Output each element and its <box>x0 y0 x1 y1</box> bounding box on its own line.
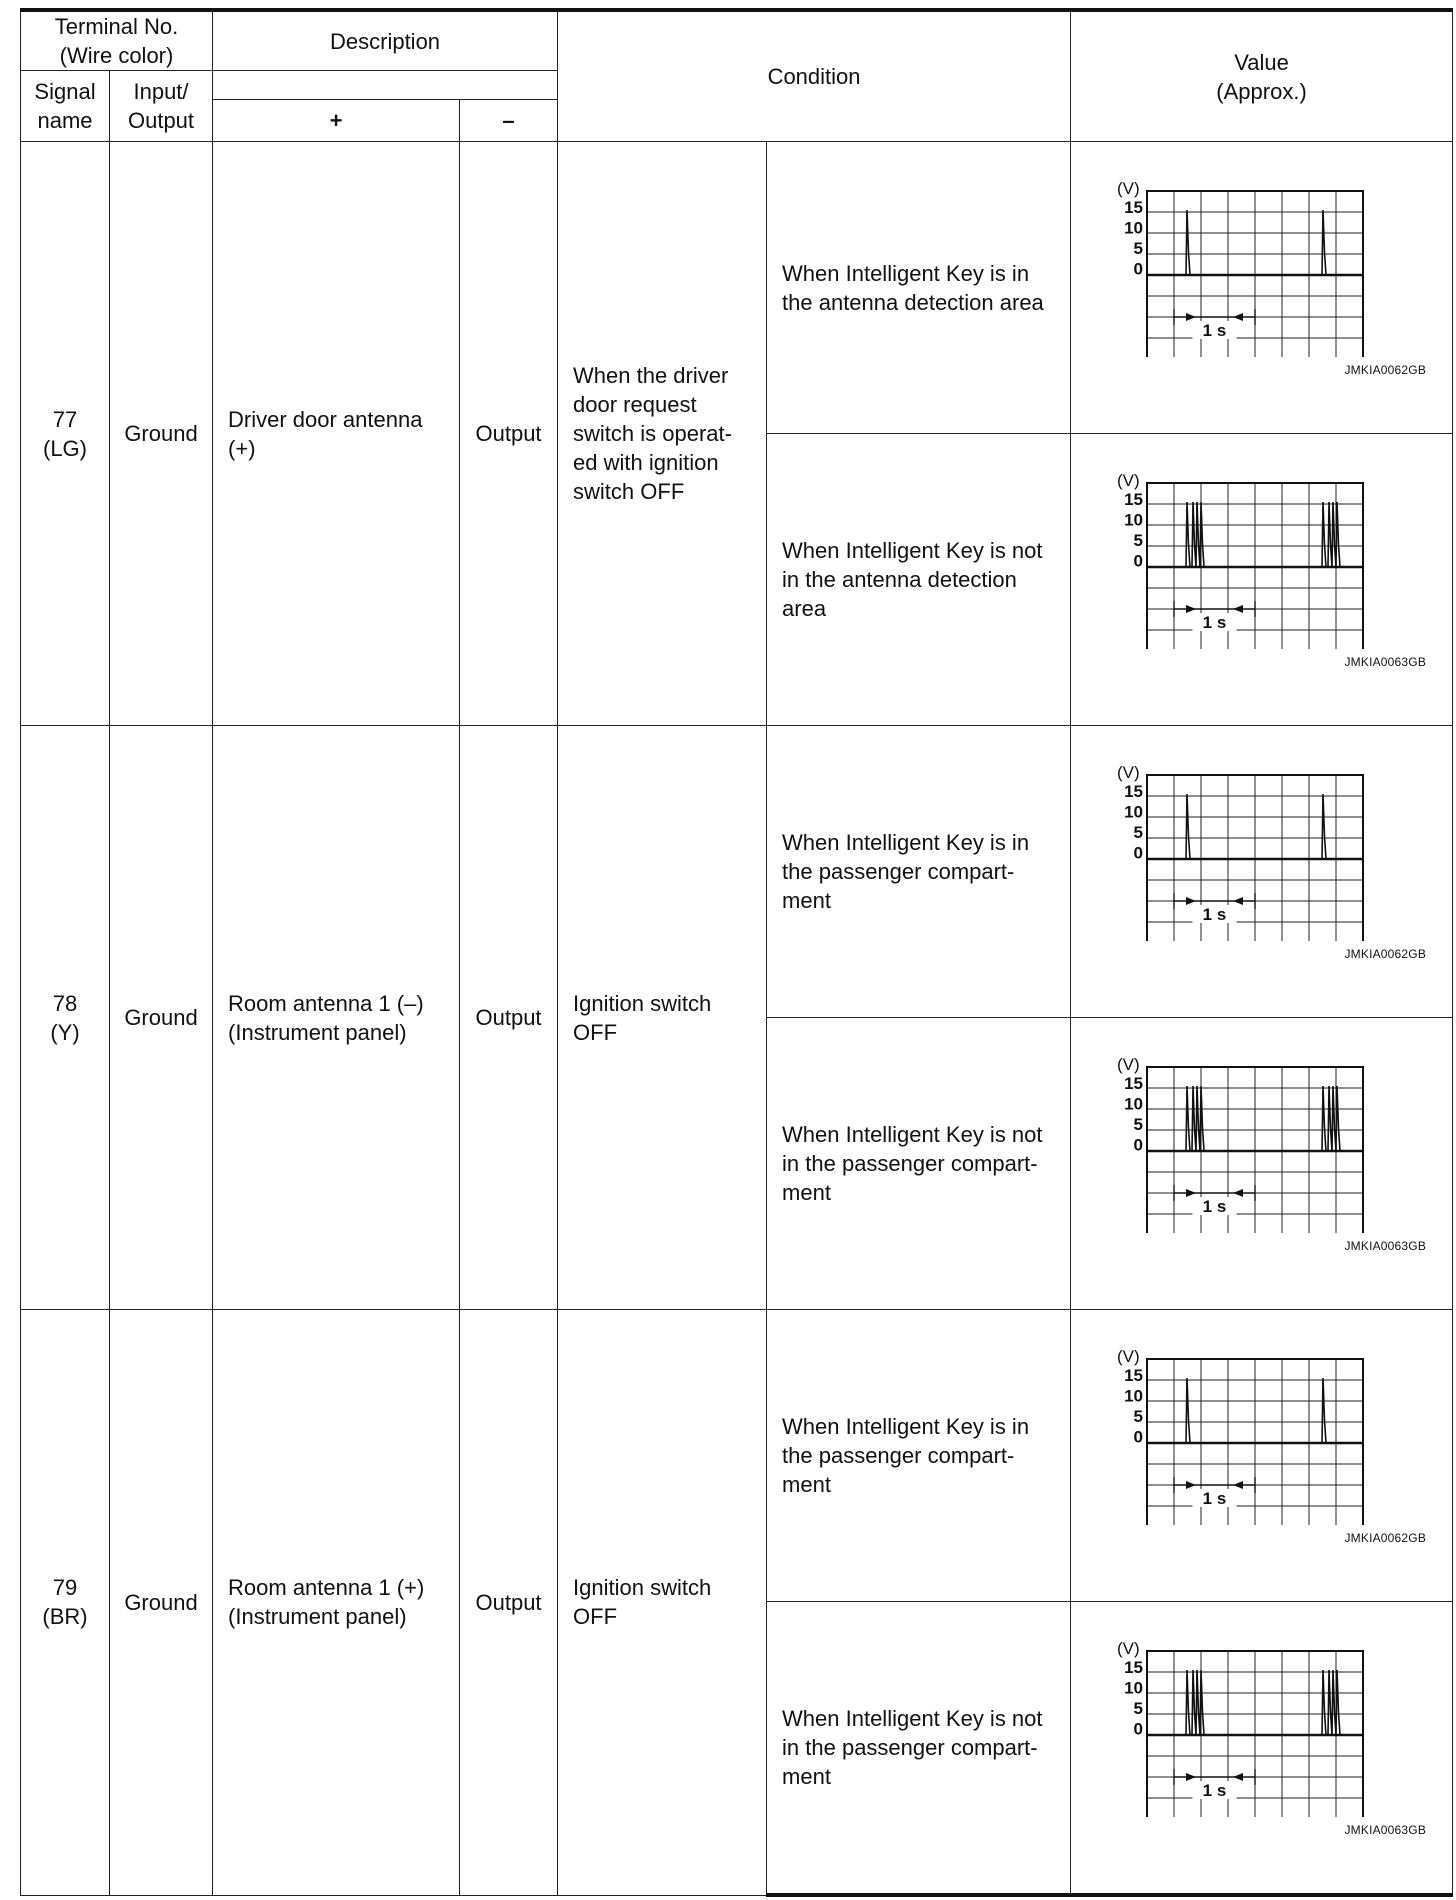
signal-pulse <box>1322 502 1326 567</box>
time-arrow <box>1186 605 1196 613</box>
y-unit-label: (V) <box>1117 1058 1140 1074</box>
header-value: Value (Approx.) <box>1071 10 1453 142</box>
signal-pulse <box>1322 1086 1326 1151</box>
waveform-cell <box>1071 1018 1453 1310</box>
waveform-cell <box>1071 1602 1453 1896</box>
terminal-spec-table <box>20 8 1453 1897</box>
time-arrow <box>1233 897 1243 905</box>
y-tick-label: 0 <box>1133 843 1144 863</box>
y-tick-label: 5 <box>1133 1115 1144 1134</box>
time-label: 1 s <box>1202 321 1227 340</box>
y-tick-label: 15 <box>1124 1658 1144 1677</box>
time-arrow <box>1233 313 1243 321</box>
waveform-cell <box>1071 142 1453 434</box>
y-tick-label: 5 <box>1133 1407 1144 1426</box>
time-arrow <box>1186 313 1196 321</box>
signal-pulse <box>1186 794 1190 859</box>
signal-pulse <box>1322 1378 1326 1443</box>
input-output: Output <box>460 142 558 726</box>
time-label: 1 s <box>1202 613 1227 632</box>
waveform-cell <box>1071 434 1453 726</box>
condition-state: When Intelligent Key is not in the antenna detection area <box>767 434 1071 726</box>
y-tick-label: 5 <box>1133 1699 1144 1718</box>
figure-code: JMKIA0063GB <box>1344 1239 1427 1253</box>
terminal-minus: Ground <box>110 726 213 1310</box>
time-arrow <box>1233 1189 1243 1197</box>
signal-name: Room antenna 1 (+) (Instrument panel) <box>213 1310 460 1896</box>
signal-pulse <box>1322 210 1326 275</box>
y-tick-label: 15 <box>1124 198 1144 217</box>
y-tick-label: 15 <box>1124 1074 1144 1093</box>
time-label: 1 s <box>1202 905 1227 924</box>
waveform-graph <box>1115 1058 1365 1233</box>
header-condition: Condition <box>558 10 1071 142</box>
y-tick-label: 15 <box>1124 1366 1144 1385</box>
y-unit-label: (V) <box>1117 766 1140 782</box>
y-unit-label: (V) <box>1117 1350 1140 1366</box>
time-arrow <box>1233 1481 1243 1489</box>
terminal-number: 77 (LG) <box>21 142 110 726</box>
header-terminal-no: Terminal No. (Wire color) <box>21 10 213 71</box>
y-tick-label: 5 <box>1133 531 1144 550</box>
y-tick-label: 10 <box>1124 218 1144 238</box>
input-output: Output <box>460 726 558 1310</box>
signal-pulse <box>1186 1086 1190 1151</box>
signal-name: Room antenna 1 (–) (Instrument panel) <box>213 726 460 1310</box>
condition: When the driver door request switch is operat- ed with ignition switch OFF <box>558 142 767 726</box>
time-label: 1 s <box>1202 1197 1227 1216</box>
time-arrow <box>1233 1773 1243 1781</box>
time-arrow <box>1233 605 1243 613</box>
terminal-number: 79 (BR) <box>21 1310 110 1896</box>
condition-state: When Intelligent Key is in the passenger compart- ment <box>767 1310 1071 1602</box>
header-input-output: Input/ Output <box>110 71 213 142</box>
signal-pulse <box>1322 1670 1326 1735</box>
condition-state: When Intelligent Key is in the passenger compart- ment <box>767 726 1071 1018</box>
y-tick-label: 10 <box>1124 1386 1144 1406</box>
signal-pulse <box>1200 1086 1204 1151</box>
time-arrow <box>1186 1773 1196 1781</box>
condition-state: When Intelligent Key is not in the passenger compart- ment <box>767 1602 1071 1896</box>
terminal-minus: Ground <box>110 1310 213 1896</box>
y-tick-label: 10 <box>1124 510 1144 530</box>
time-arrow <box>1186 897 1196 905</box>
condition-state: When Intelligent Key is in the antenna detection area <box>767 142 1071 434</box>
waveform-graph <box>1115 1350 1365 1525</box>
figure-code: JMKIA0063GB <box>1344 655 1427 669</box>
signal-pulse <box>1186 1378 1190 1443</box>
terminal-number: 78 (Y) <box>21 726 110 1310</box>
y-unit-label: (V) <box>1117 1642 1140 1658</box>
header-minus: – <box>460 100 558 142</box>
y-tick-label: 10 <box>1124 1678 1144 1698</box>
waveform-graph <box>1115 1642 1365 1817</box>
y-tick-label: 0 <box>1133 259 1144 279</box>
y-tick-label: 15 <box>1124 490 1144 509</box>
y-tick-label: 10 <box>1124 1094 1144 1114</box>
signal-name: Driver door antenna (+) <box>213 142 460 726</box>
time-label: 1 s <box>1202 1489 1227 1508</box>
figure-code: JMKIA0062GB <box>1344 363 1427 377</box>
signal-pulse <box>1186 210 1190 275</box>
signal-pulse <box>1322 794 1326 859</box>
y-tick-label: 0 <box>1133 1427 1144 1447</box>
input-output: Output <box>460 1310 558 1896</box>
time-arrow <box>1186 1481 1196 1489</box>
y-tick-label: 10 <box>1124 802 1144 822</box>
signal-pulse <box>1336 502 1340 567</box>
y-tick-label: 5 <box>1133 239 1144 258</box>
y-unit-label: (V) <box>1117 182 1140 198</box>
waveform-cell <box>1071 1310 1453 1602</box>
time-arrow <box>1186 1189 1196 1197</box>
signal-pulse <box>1186 502 1190 567</box>
figure-code: JMKIA0062GB <box>1344 1531 1427 1545</box>
signal-pulse <box>1186 1670 1190 1735</box>
header-plus: + <box>213 100 460 142</box>
condition-state: When Intelligent Key is not in the passenger compart- ment <box>767 1018 1071 1310</box>
signal-pulse <box>1336 1670 1340 1735</box>
y-tick-label: 5 <box>1133 823 1144 842</box>
waveform-cell <box>1071 726 1453 1018</box>
y-tick-label: 0 <box>1133 1719 1144 1739</box>
terminal-rows <box>21 142 1453 1896</box>
y-tick-label: 0 <box>1133 1135 1144 1155</box>
condition: Ignition switch OFF <box>558 726 767 1310</box>
header-description: Description <box>213 10 558 71</box>
header-signal-name: Signal name <box>21 71 110 142</box>
y-tick-label: 0 <box>1133 551 1144 571</box>
waveform-graph <box>1115 766 1365 941</box>
signal-pulse <box>1200 502 1204 567</box>
time-label: 1 s <box>1202 1781 1227 1800</box>
condition: Ignition switch OFF <box>558 1310 767 1896</box>
waveform-graph <box>1115 182 1365 357</box>
figure-code: JMKIA0063GB <box>1344 1823 1427 1837</box>
signal-pulse <box>1336 1086 1340 1151</box>
terminal-minus: Ground <box>110 142 213 726</box>
figure-code: JMKIA0062GB <box>1344 947 1427 961</box>
y-unit-label: (V) <box>1117 474 1140 490</box>
waveform-graph <box>1115 474 1365 649</box>
y-tick-label: 15 <box>1124 782 1144 801</box>
signal-pulse <box>1200 1670 1204 1735</box>
